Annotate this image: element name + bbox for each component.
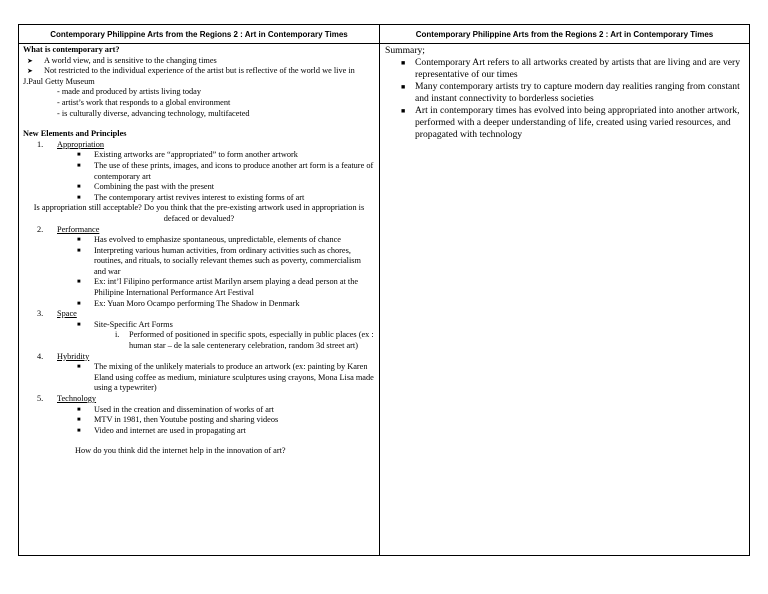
square-bullet-icon: ■ xyxy=(77,247,81,254)
list-item: ■ Contemporary Art refers to all artworks created by artists that are living and are very representative of our times xyxy=(401,57,741,80)
list-item: ■ Interpreting various human activities, from ordinary activities such as chores, routines, and rituals, to socially relevant themes such as poverty, commercialism and war xyxy=(77,245,361,276)
square-bullet-icon: ■ xyxy=(77,279,81,286)
list-item: - artist’s work that responds to a global environment xyxy=(57,97,231,107)
list-item: ■ The contemporary artist revives interest to existing forms of art xyxy=(77,192,305,202)
section-heading: What is contemporary art? xyxy=(23,45,120,54)
summary-label: Summary; xyxy=(385,45,425,56)
square-bullet-icon: ■ xyxy=(77,162,81,169)
numbered-heading: 2. Performance xyxy=(37,224,100,234)
list-item: ■ Existing artworks are “appropriated” to form another artwork xyxy=(77,150,298,160)
arrow-bullet-icon: ➤ xyxy=(27,67,33,76)
list-item: ■ Ex: Yuan Moro Ocampo performing The Shadow in Denmark xyxy=(77,298,300,308)
column-divider xyxy=(379,43,380,555)
list-item: ■ Has evolved to emphasize spontaneous, unpredictable, elements of chance xyxy=(77,235,341,245)
list-item: ■ Site-Specific Art Forms xyxy=(77,319,173,329)
numbered-heading: 5. Technology xyxy=(37,394,97,403)
square-bullet-icon: ■ xyxy=(77,364,81,371)
list-item: i. Performed of positioned in specific spots, especially in public places (ex : human star – de la sale centenerary celebration, random 3d street art) xyxy=(115,330,374,351)
square-bullet-icon: ■ xyxy=(77,194,81,201)
summary-column xyxy=(385,45,745,141)
right-column-header: Contemporary Philippine Arts from the Regions 2 : Art in Contemporary Times xyxy=(380,25,749,44)
museum-label: J.Paul Getty Museum xyxy=(23,76,95,86)
list-item: ■ Ex: int’l Filipino performance artist Marilyn arsem playing a dead person at the Philipine International Performance Art Festival xyxy=(77,277,359,298)
list-item: ■ MTV in 1981, then Youtube posting and sharing videos xyxy=(77,415,279,425)
list-item: ■ Many contemporary artists try to capture modern day realities ranging from constant and instant connectivity to borderless societies xyxy=(401,81,740,104)
square-bullet-icon: ■ xyxy=(401,59,406,67)
list-item: ■ Used in the creation and dissemination of works of art xyxy=(77,404,274,414)
notes-table xyxy=(18,24,750,556)
square-bullet-icon: ■ xyxy=(77,321,81,328)
list-item: ➤ A world view, and is sensitive to the changing times xyxy=(27,55,217,65)
left-column-header: Contemporary Philippine Arts from the Regions 2 : Art in Contemporary Times xyxy=(19,25,380,44)
list-item: - is culturally diverse, advancing technology, multifaceted xyxy=(57,108,250,118)
square-bullet-icon: ■ xyxy=(77,406,81,413)
square-bullet-icon: ■ xyxy=(77,237,81,244)
numbered-heading: 1. Appropriation xyxy=(37,139,105,149)
list-item: - made and produced by artists living today xyxy=(57,87,202,97)
list-item: ➤ Not restricted to the individual experience of the artist but is reflective of the world we live in xyxy=(27,66,355,76)
arrow-bullet-icon: ➤ xyxy=(27,56,33,65)
discussion-question: How do you think did the internet help in the innovation of art? xyxy=(75,446,286,456)
square-bullet-icon: ■ xyxy=(77,427,81,434)
section-heading: New Elements and Principles xyxy=(23,129,127,139)
square-bullet-icon: ■ xyxy=(77,300,81,307)
square-bullet-icon: ■ xyxy=(401,83,406,91)
numbered-heading: 4. Hybridity xyxy=(37,351,90,361)
discussion-question: Is appropriation still acceptable? Do you think that the pre-existing artwork used in appropriation is defaced or devalued? xyxy=(33,203,365,223)
list-item: ■ Art in contemporary times has evolved into being appropriated into another artwork, performed with a deeper understanding of life, created using varied resources, and propagated with technology xyxy=(401,105,740,140)
list-item: ■ The use of these prints, images, and icons to produce another art form is a feature of contemporary art xyxy=(77,160,374,181)
list-item: ■ Video and internet are used in propagating art xyxy=(77,425,246,435)
square-bullet-icon: ■ xyxy=(77,152,81,159)
square-bullet-icon: ■ xyxy=(77,417,81,424)
list-item: ■ Combining the past with the present xyxy=(77,182,215,192)
numbered-heading: 3. Space xyxy=(37,309,77,319)
square-bullet-icon: ■ xyxy=(77,184,81,191)
square-bullet-icon: ■ xyxy=(401,107,406,115)
list-item: ■ The mixing of the unlikely materials to produce an artwork (ex: painting by Karen Eland using coffee as medium, miniature sculptures using crayons, Mona Lisa made using a typewriter) xyxy=(77,362,374,393)
notes-column xyxy=(23,45,375,457)
